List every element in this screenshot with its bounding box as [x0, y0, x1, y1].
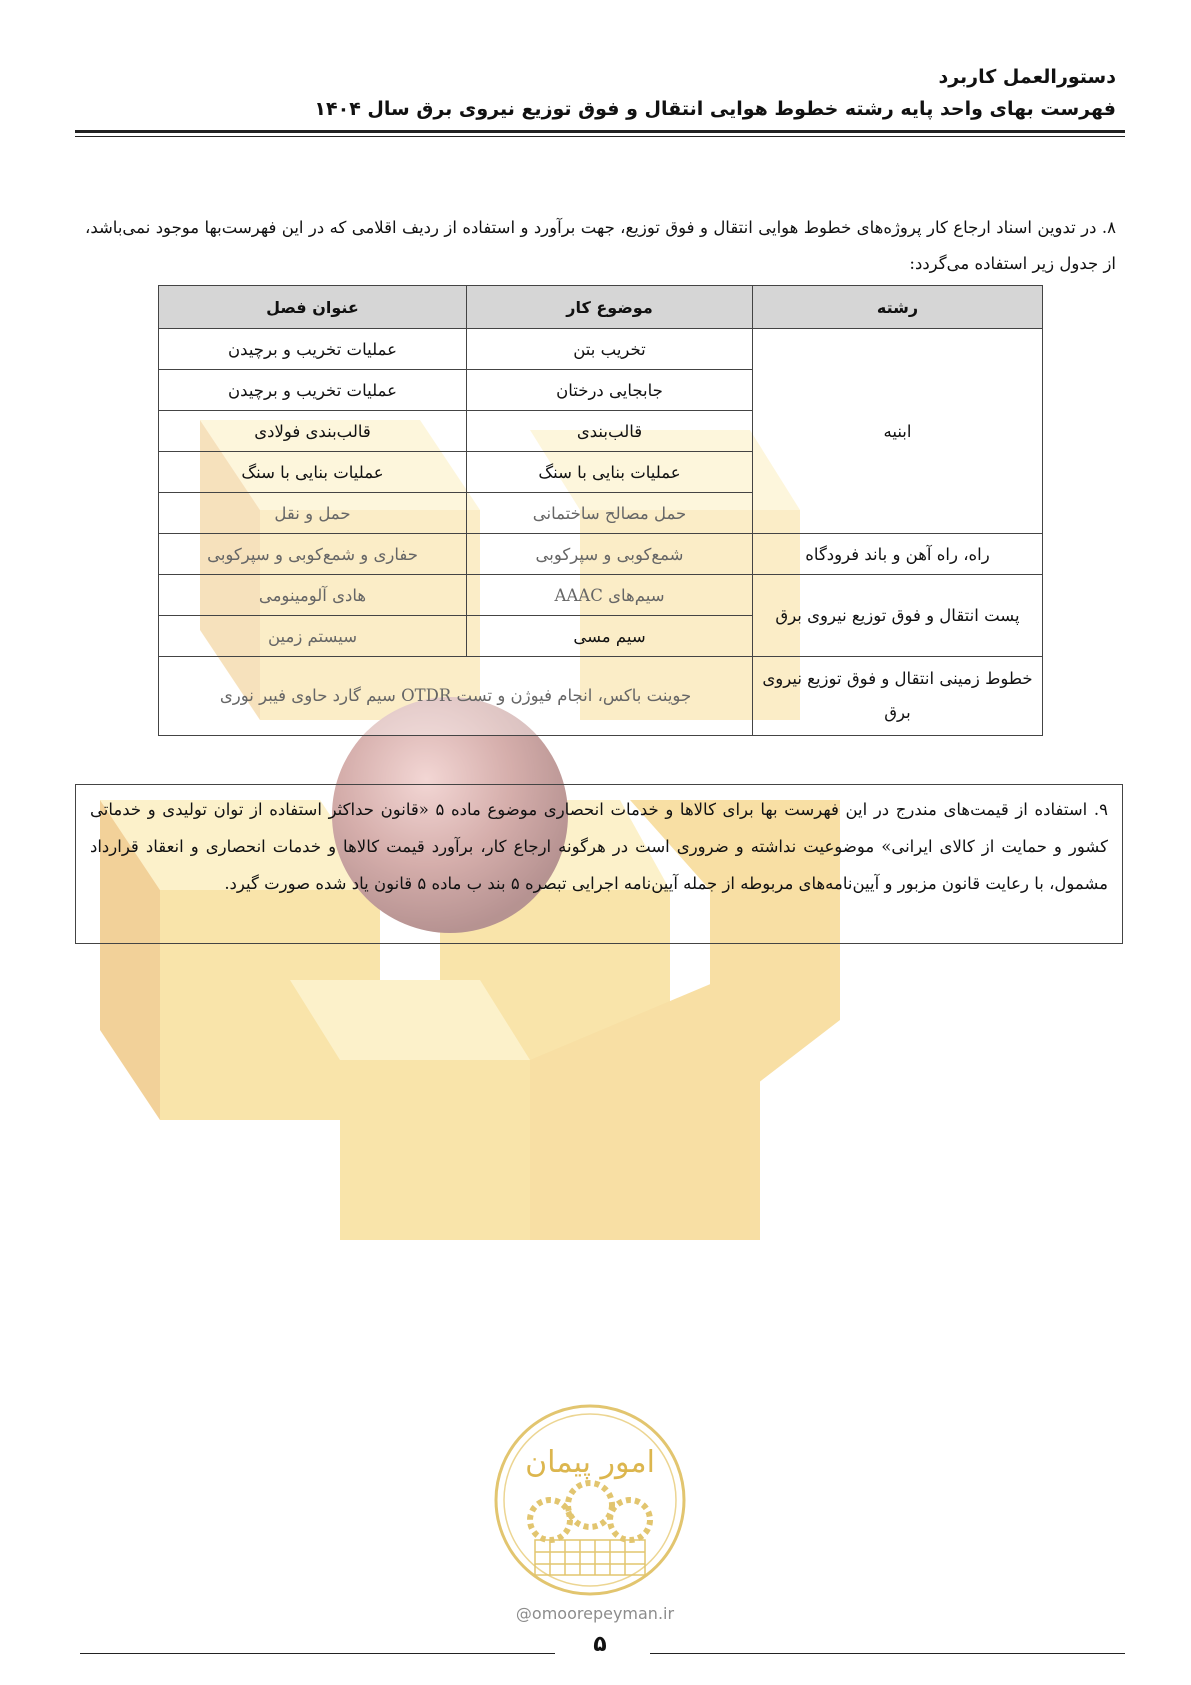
- table-row: [159, 575, 1043, 616]
- page-number: ۵: [593, 1632, 607, 1657]
- merged-cell: جوینت باکس، انجام فیوژن و تست OTDR سیم گارد حاوی فیبر نوری: [159, 657, 753, 736]
- intro-paragraph: ۸. در تدوین اسناد ارجاع کار پروژه‌های خطوط هوایی انتقال و فوق توزیع، جهت برآورد و استفاده از ردیف اقلامی که در این فهرست‌بها موجود نمی‌باشد، از جدول زیر استفاده می‌گردد:: [85, 218, 1116, 273]
- field-cell: راه، راه آهن و باند فرودگاه: [753, 534, 1043, 575]
- subject-cell: تخریب بتن: [467, 329, 753, 370]
- note-paragraph: ۹. استفاده از قیمت‌های مندرج در این فهرست بها برای کالاها و خدمات انحصاری موضوع ماده ۵ «قانون حداکثر استفاده از توان تولیدی و خدماتی کشور و حمایت از کالای ایرانی» موضوعیت نداشته و ضروری است در هرگونه ارجاع کار، برآورد قیمت کالاها و خدمات انحصاری و انعقاد قرارداد مشمول، با رعایت قانون مزبور و آیین‌نامه‌های مربوطه از جمله آیین‌نامه اجرایی تبصره ۵ بند ب ماده ۵ قانون یاد شده صورت گیرد.: [90, 800, 1109, 893]
- header-rule-thick: [75, 130, 1125, 133]
- header-chapter: عنوان فصل: [159, 286, 467, 329]
- chapter-cell: قالب‌بندی فولادی: [159, 411, 467, 452]
- field-cell: خطوط زمینی انتقال و فوق توزیع نیروی برق: [753, 657, 1043, 736]
- field-cell: ابنیه: [753, 329, 1043, 534]
- chapter-cell: عملیات تخریب و برچیدن: [159, 370, 467, 411]
- header-subject: موضوع کار: [467, 286, 753, 329]
- chapter-cell: حمل و نقل: [159, 493, 467, 534]
- chapter-cell: حفاری و شمع‌کوبی و سپرکوبی: [159, 534, 467, 575]
- note-box: [75, 784, 1123, 944]
- document-title: دستورالعمل کاربرد: [938, 66, 1116, 88]
- subject-cell: سیم مسی: [467, 616, 753, 657]
- field-cell: پست انتقال و فوق توزیع نیروی برق: [753, 575, 1043, 657]
- chapter-cell: عملیات تخریب و برچیدن: [159, 329, 467, 370]
- chapter-cell: هادی آلومینومی: [159, 575, 467, 616]
- document-subtitle: فهرست بهای واحد پایه رشته خطوط هوایی انتقال و فوق توزیع نیروی برق سال ۱۴۰۴: [314, 98, 1116, 120]
- website-label: @omoorepeyman.ir: [515, 1604, 675, 1623]
- table-row: [159, 657, 1043, 736]
- subject-cell: جابجایی درختان: [467, 370, 753, 411]
- header-field: رشته: [753, 286, 1043, 329]
- subject-cell: سیم‌های AAAC: [467, 575, 753, 616]
- omoorepeyman-seal-icon: [490, 1400, 690, 1600]
- table-header-row: [159, 286, 1043, 329]
- footer-rule-right: [650, 1653, 1125, 1654]
- logo-brand-text: امور پیمان: [525, 1445, 655, 1480]
- chapter-cell: عملیات بنایی با سنگ: [159, 452, 467, 493]
- subject-cell: حمل مصالح ساختمانی: [467, 493, 753, 534]
- subject-cell: شمع‌کوبی و سپرکوبی: [467, 534, 753, 575]
- chapter-cell: سیستم زمین: [159, 616, 467, 657]
- reference-table: [158, 285, 1043, 736]
- subject-cell: عملیات بنایی با سنگ: [467, 452, 753, 493]
- table-row: [159, 329, 1043, 370]
- header-rule-thin: [75, 136, 1125, 137]
- footer-rule-left: [80, 1653, 555, 1654]
- subject-cell: قالب‌بندی: [467, 411, 753, 452]
- table-row: [159, 534, 1043, 575]
